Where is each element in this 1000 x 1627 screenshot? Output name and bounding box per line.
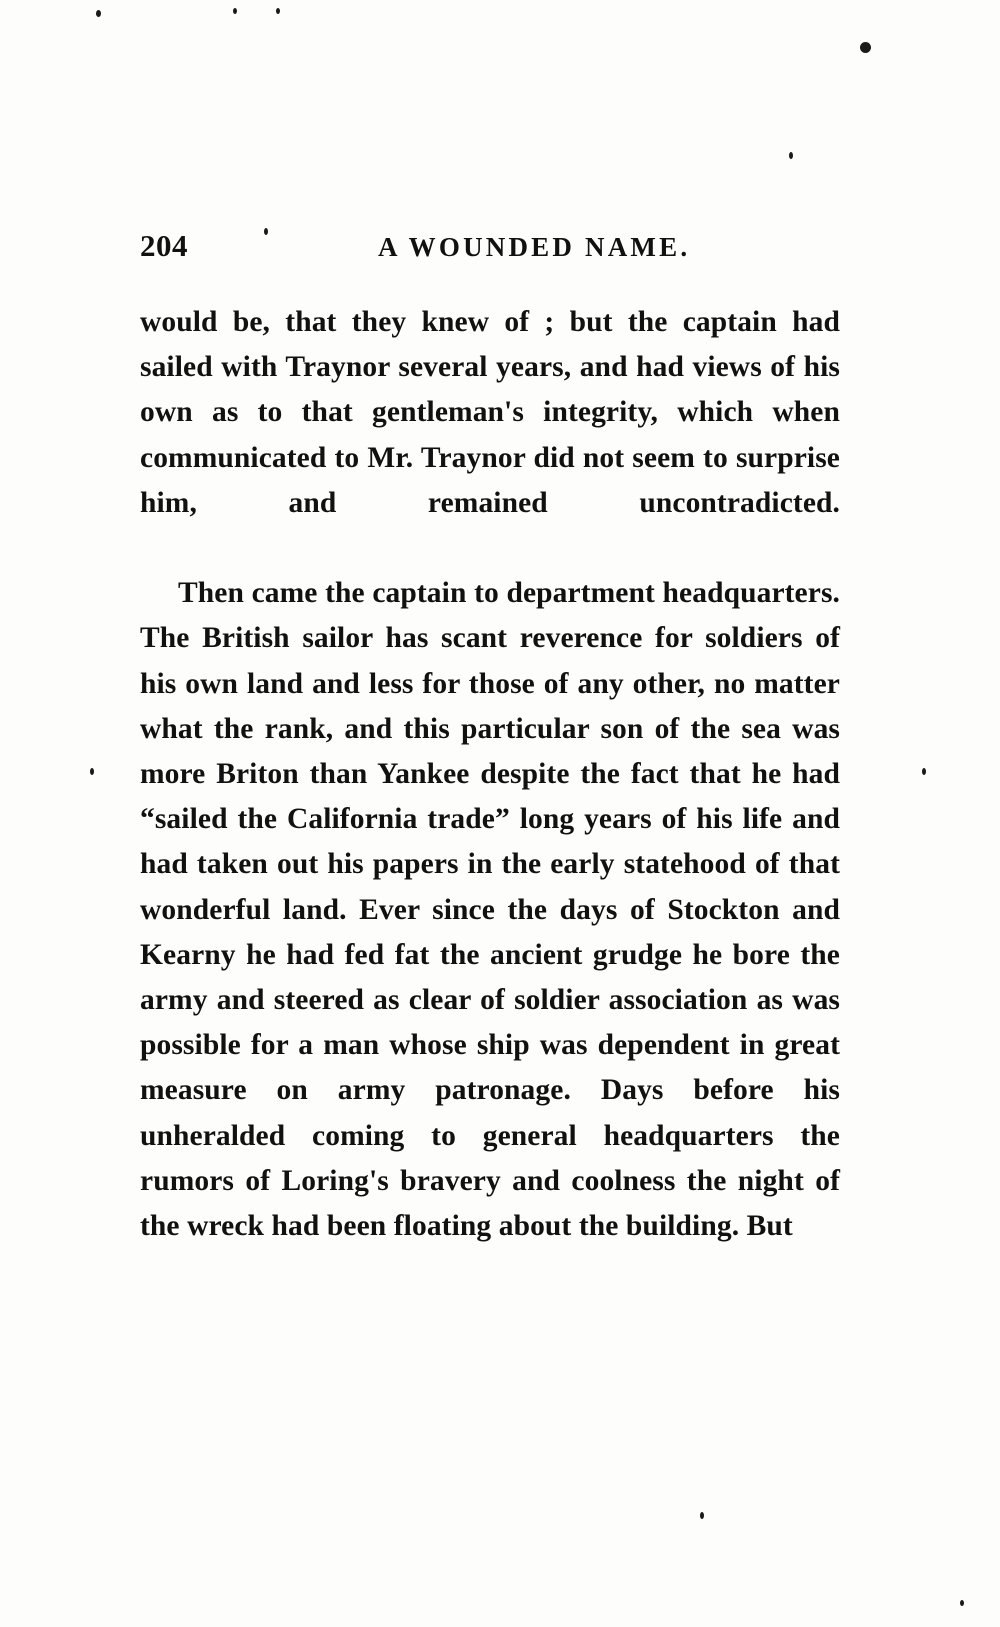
page-body (140, 300, 840, 1249)
print-speck (960, 1600, 964, 1606)
page-header (140, 228, 850, 264)
running-title: A WOUNDED NAME. (378, 232, 691, 262)
print-speck (96, 10, 101, 17)
print-speck (922, 768, 926, 775)
print-speck (860, 42, 871, 53)
page-number: 204 (140, 228, 188, 263)
paragraph: Then came the captain to department headquarters. The British sailor has scant reverence for soldiers of his own land and less for those of any other, no matter what the rank, and this particular son of the sea was more Briton than Yankee despite the fact that he had “sailed the California trade” long years of his life and had taken out his papers in the early statehood of that wonderful land. Ever since the days of Stockton and Kearny he had fed fat the ancient grudge he bore the army and steered as clear of soldier association as was possible for a man whose ship was dependent in great measure on army patronage. Days before his unheralded coming to general headquarters the rumors of Loring's bravery and coolness the night of the wreck had been floating about the building. But (140, 577, 840, 1243)
paragraph: would be, that they knew of ; but the captain had sailed with Traynor several years, and had views of his own as to that gentleman's integrity, which when communicated to Mr. Traynor did not seem to surprise him, and remained uncontradicted. (140, 306, 840, 519)
print-speck (789, 152, 793, 159)
print-speck (700, 1512, 704, 1519)
print-speck (90, 768, 94, 775)
print-speck (276, 8, 280, 14)
print-speck (233, 8, 237, 14)
